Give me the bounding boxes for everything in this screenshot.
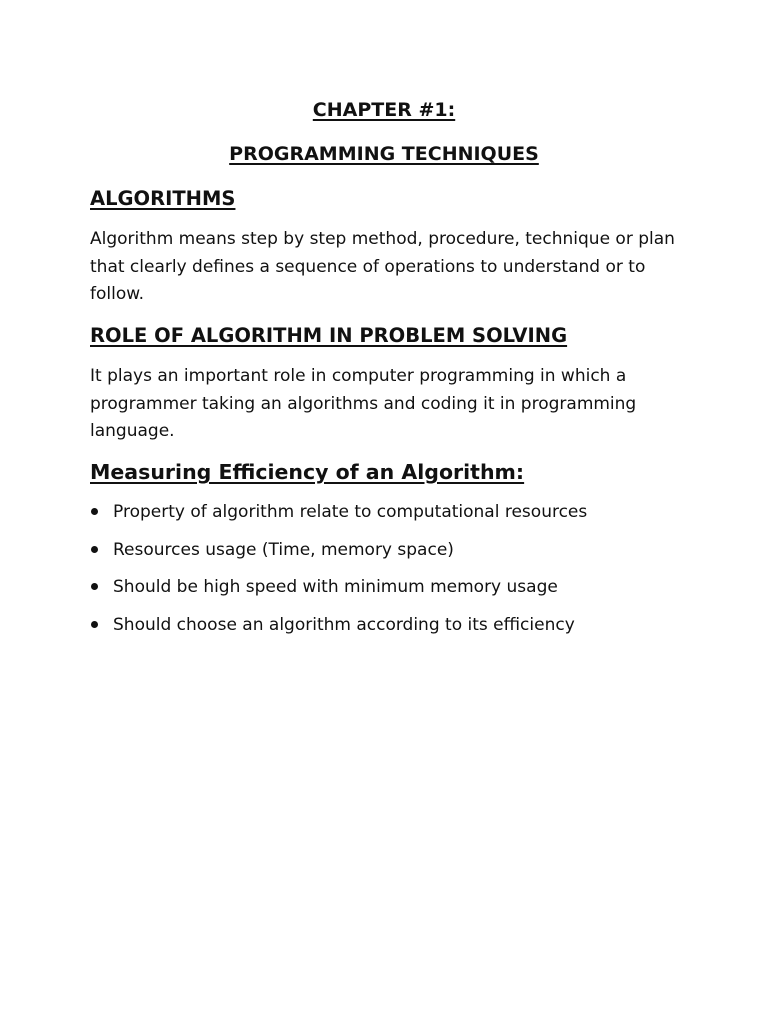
chapter-number: CHAPTER #1:	[312, 99, 456, 121]
paragraph-line: language.	[90, 421, 175, 441]
list-item-text: Resources usage (Time, memory space)	[113, 539, 454, 560]
list-item-text: Property of algorithm relate to computational resources	[113, 502, 588, 522]
paragraph-role	[90, 363, 680, 446]
heading-measuring-efficiency: Measuring Efficiency of an Algorithm:	[90, 460, 525, 484]
paragraph-line: Algorithm means step by step method, procedure, technique or plan	[90, 229, 675, 249]
bullet-icon	[91, 508, 98, 515]
chapter-title: PROGRAMMING TECHNIQUES	[229, 143, 539, 165]
bullet-icon	[91, 546, 98, 553]
paragraph-algorithms	[90, 226, 680, 309]
efficiency-bullet-list	[90, 498, 587, 649]
list-item	[90, 573, 587, 611]
paragraph-line: programmer taking an algorithms and coding it in programming	[90, 393, 637, 414]
list-item	[90, 611, 587, 649]
list-item	[90, 498, 587, 536]
paragraph-line: It plays an important role in computer programming in which a	[90, 366, 627, 386]
bullet-icon	[91, 621, 98, 628]
list-item	[90, 536, 587, 574]
heading-algorithms: ALGORITHMS	[90, 187, 236, 210]
paragraph-line: follow.	[90, 284, 144, 304]
bullet-icon	[91, 583, 98, 590]
list-item-text: Should be high speed with minimum memory usage	[113, 577, 558, 598]
list-item-text: Should choose an algorithm according to its efficiency	[113, 615, 575, 636]
paragraph-line: that clearly defines a sequence of operations to understand or to	[90, 256, 646, 277]
heading-role-of-algorithm: ROLE OF ALGORITHM IN PROBLEM SOLVING	[90, 324, 568, 347]
